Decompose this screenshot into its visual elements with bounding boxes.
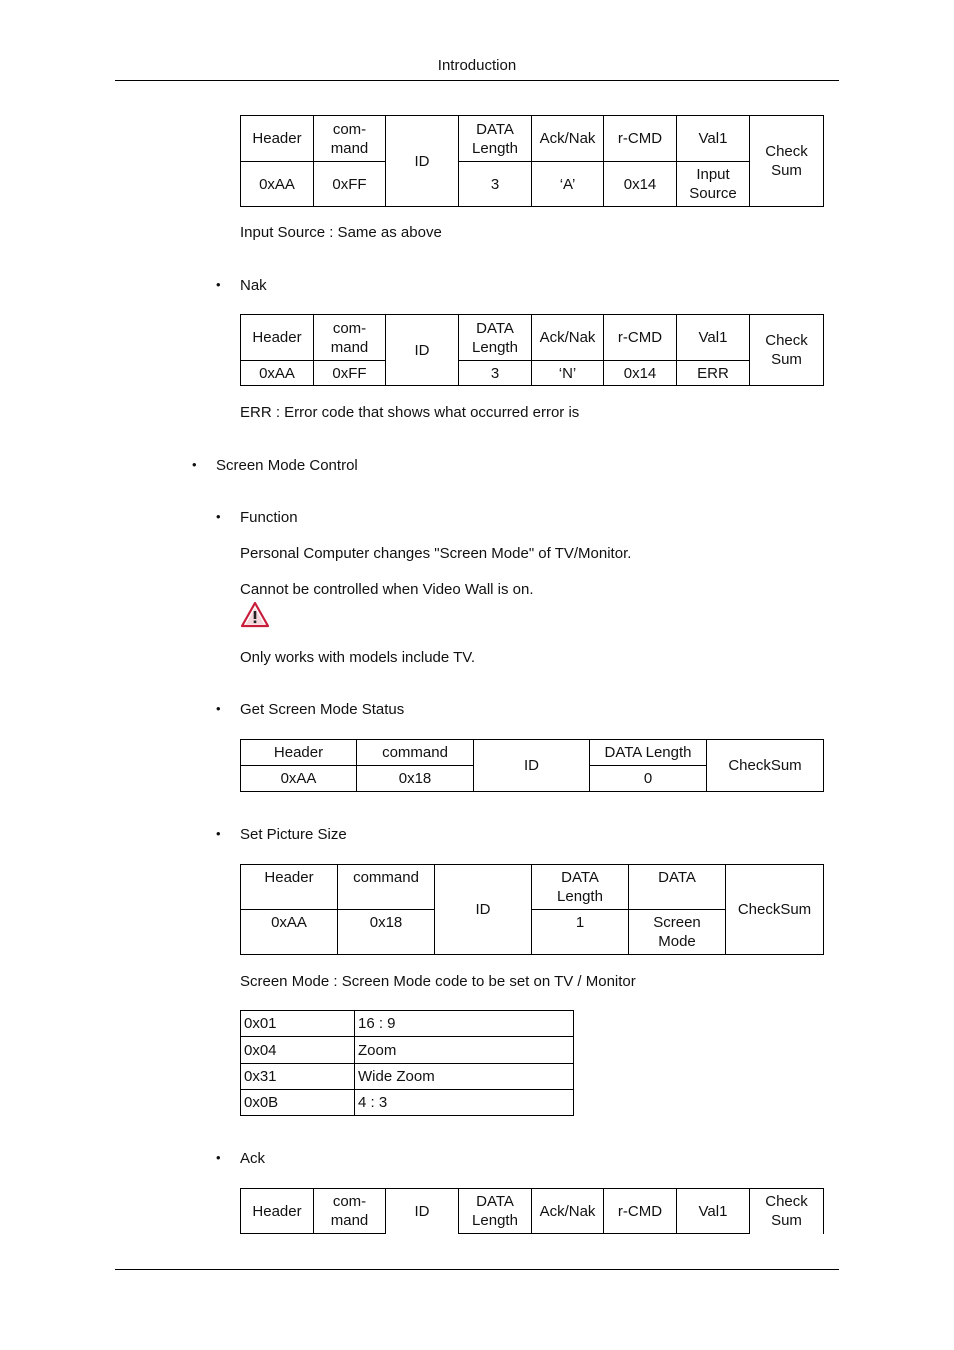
screen-mode-codes-table bbox=[240, 1010, 574, 1116]
tv-note: Only works with models include TV. bbox=[240, 649, 476, 666]
bullet-dot: • bbox=[216, 509, 221, 524]
val1-value: ERR bbox=[677, 361, 750, 386]
data-length-value: 3 bbox=[459, 361, 532, 386]
ack-nak-cell: Ack/Nak bbox=[532, 315, 604, 361]
bullet-dot: • bbox=[216, 1150, 221, 1165]
header-cell: Header bbox=[241, 315, 314, 361]
ack-nak-cell: Ack/Nak bbox=[532, 116, 604, 162]
checksum-cell: CheckSum bbox=[707, 740, 824, 792]
bullet-dot: • bbox=[192, 457, 197, 472]
ack-response-table bbox=[240, 115, 824, 207]
checksum-cell: Check Sum bbox=[750, 116, 824, 207]
command-cell: com- mand bbox=[314, 1189, 386, 1234]
footer-rule bbox=[115, 1269, 839, 1270]
mode-label: 16 : 9 bbox=[355, 1011, 574, 1037]
command-value: 0xFF bbox=[314, 162, 386, 207]
r-cmd-cell: r-CMD bbox=[604, 116, 677, 162]
id-cell: ID bbox=[474, 740, 590, 792]
set-size-table bbox=[240, 864, 824, 955]
data-length-cell: DATA Length bbox=[459, 1189, 532, 1234]
mode-label: Wide Zoom bbox=[355, 1064, 574, 1090]
command-cell: com- mand bbox=[314, 315, 386, 361]
id-cell: ID bbox=[386, 315, 459, 386]
data-value: Screen Mode bbox=[629, 910, 726, 955]
ack-nak-cell: Ack/Nak bbox=[532, 1189, 604, 1234]
data-length-cell: DATA Length bbox=[459, 116, 532, 162]
val1-cell: Val1 bbox=[677, 1189, 750, 1234]
command-value: 0x18 bbox=[357, 766, 474, 792]
data-length-value: 3 bbox=[459, 162, 532, 207]
table-row bbox=[241, 1090, 574, 1116]
mode-code: 0x01 bbox=[241, 1011, 355, 1037]
command-value: 0xFF bbox=[314, 361, 386, 386]
data-length-value: 1 bbox=[532, 910, 629, 955]
table-row bbox=[241, 1064, 574, 1090]
table-row bbox=[241, 1037, 574, 1064]
r-cmd-value: 0x14 bbox=[604, 162, 677, 207]
header-cell: Header bbox=[241, 116, 314, 162]
screen-mode-title: Screen Mode Control bbox=[216, 457, 358, 474]
r-cmd-cell: r-CMD bbox=[604, 315, 677, 361]
header-value: 0xAA bbox=[241, 361, 314, 386]
val1-cell: Val1 bbox=[677, 116, 750, 162]
val1-cell: Val1 bbox=[677, 315, 750, 361]
bullet-dot: • bbox=[216, 826, 221, 841]
ack-label: Ack bbox=[240, 1150, 266, 1167]
id-cell: ID bbox=[435, 865, 532, 955]
command-cell: command bbox=[357, 740, 474, 766]
data-length-cell: DATA Length bbox=[590, 740, 707, 766]
val1-value: Input Source bbox=[677, 162, 750, 207]
data-length-value: 0 bbox=[590, 766, 707, 792]
nak-label: Nak bbox=[240, 277, 267, 294]
header-value: 0xAA bbox=[241, 910, 338, 955]
bullet-dot: • bbox=[216, 277, 221, 292]
err-note: ERR : Error code that shows what occurred error is bbox=[240, 404, 580, 421]
bullet-dot: • bbox=[216, 701, 221, 716]
mode-code: 0x31 bbox=[241, 1064, 355, 1090]
mode-code: 0x0B bbox=[241, 1090, 355, 1116]
header-value: 0xAA bbox=[241, 766, 357, 792]
data-cell: DATA bbox=[629, 865, 726, 910]
mode-label: Zoom bbox=[355, 1037, 574, 1064]
ack-nak-value: ‘A’ bbox=[532, 162, 604, 207]
nak-response-table bbox=[240, 314, 824, 386]
checksum-cell: Check Sum bbox=[750, 1189, 824, 1234]
table-row bbox=[241, 1011, 574, 1037]
ack-nak-value: ‘N’ bbox=[532, 361, 604, 386]
mode-code: 0x04 bbox=[241, 1037, 355, 1064]
r-cmd-value: 0x14 bbox=[604, 361, 677, 386]
id-cell: ID bbox=[386, 1189, 459, 1234]
page-header-title: Introduction bbox=[437, 57, 517, 74]
get-status-table bbox=[240, 739, 824, 792]
id-cell: ID bbox=[386, 116, 459, 207]
data-length-cell: DATA Length bbox=[532, 865, 629, 910]
command-value: 0x18 bbox=[338, 910, 435, 955]
header-value: 0xAA bbox=[241, 162, 314, 207]
set-size-label: Set Picture Size bbox=[240, 826, 347, 843]
header-rule bbox=[115, 80, 839, 81]
command-cell: command bbox=[338, 865, 435, 910]
input-source-note: Input Source : Same as above bbox=[240, 224, 442, 241]
video-wall-note: Cannot be controlled when Video Wall is on. bbox=[240, 581, 534, 598]
mode-label: 4 : 3 bbox=[355, 1090, 574, 1116]
checksum-cell: CheckSum bbox=[726, 865, 824, 955]
get-status-label: Get Screen Mode Status bbox=[240, 701, 405, 718]
command-cell: com- mand bbox=[314, 116, 386, 162]
screen-mode-note: Screen Mode : Screen Mode code to be set on TV / Monitor bbox=[240, 973, 636, 990]
warning-triangle-icon bbox=[240, 600, 270, 628]
checksum-cell: Check Sum bbox=[750, 315, 824, 386]
function-label: Function bbox=[240, 509, 298, 526]
r-cmd-cell: r-CMD bbox=[604, 1189, 677, 1234]
header-cell: Header bbox=[241, 740, 357, 766]
ack-table-partial bbox=[240, 1188, 824, 1234]
header-cell: Header bbox=[241, 1189, 314, 1234]
function-text: Personal Computer changes "Screen Mode" of TV/Monitor. bbox=[240, 545, 632, 562]
header-cell: Header bbox=[241, 865, 338, 910]
data-length-cell: DATA Length bbox=[459, 315, 532, 361]
